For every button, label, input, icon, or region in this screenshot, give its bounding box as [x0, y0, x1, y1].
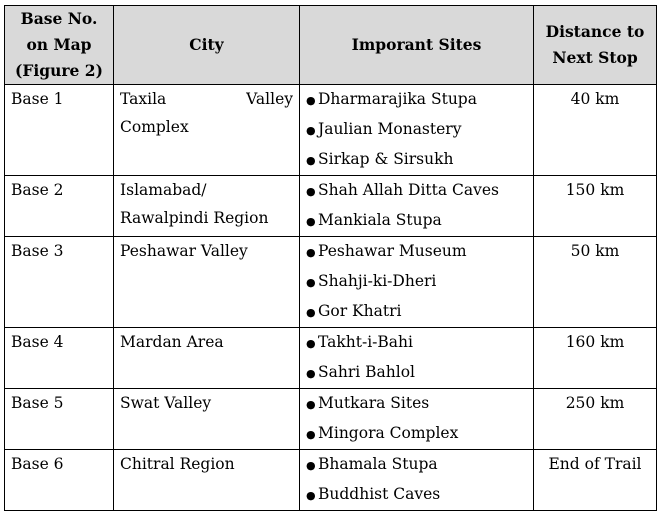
list-item: ● Bhamala Stupa: [306, 450, 527, 480]
base-cell: Base 5: [5, 389, 114, 450]
table-row: [5, 389, 657, 450]
sites-table: [4, 5, 657, 511]
bullet-icon: ●: [306, 215, 316, 228]
list-item: ● Takht-i-Bahi: [306, 328, 527, 358]
table-row: [5, 328, 657, 389]
sites-cell: [300, 450, 534, 511]
bullet-icon: ●: [306, 306, 316, 319]
list-item: ● Sahri Bahlol: [306, 358, 527, 388]
bullet-icon: ●: [306, 367, 316, 380]
distance-cell: 150 km: [534, 176, 657, 237]
bullet-icon: ●: [306, 489, 316, 502]
distance-cell: 160 km: [534, 328, 657, 389]
site-list: [306, 176, 527, 236]
site-list: [306, 389, 527, 449]
header-distance: Distance to Next Stop: [534, 6, 657, 85]
distance-cell: 250 km: [534, 389, 657, 450]
table-row: [5, 237, 657, 328]
distance-cell: End of Trail: [534, 450, 657, 511]
bullet-icon: ●: [306, 276, 316, 289]
bullet-icon: ●: [306, 94, 316, 107]
site-list: [306, 237, 527, 327]
site-list: [306, 450, 527, 510]
bullet-icon: ●: [306, 154, 316, 167]
sites-cell: [300, 85, 534, 176]
list-item: ● Shahji-ki-Dheri: [306, 267, 527, 297]
bullet-icon: ●: [306, 124, 316, 137]
base-cell: Base 2: [5, 176, 114, 237]
sites-cell: [300, 176, 534, 237]
city-cell: Mardan Area: [114, 328, 300, 389]
header-row: [5, 6, 657, 85]
list-item: ● Gor Khatri: [306, 297, 527, 327]
list-item: ● Dharmarajika Stupa: [306, 85, 527, 115]
site-list: [306, 85, 527, 175]
list-item: ● Mutkara Sites: [306, 389, 527, 419]
header-base-no: Base No. on Map (Figure 2): [5, 6, 114, 85]
base-cell: Base 1: [5, 85, 114, 176]
header-city: City: [114, 6, 300, 85]
city-cell: Peshawar Valley: [114, 237, 300, 328]
base-cell: Base 6: [5, 450, 114, 511]
bullet-icon: ●: [306, 459, 316, 472]
sites-cell: [300, 237, 534, 328]
bullet-icon: ●: [306, 428, 316, 441]
header-sites: Imporant Sites: [300, 6, 534, 85]
bullet-icon: ●: [306, 185, 316, 198]
base-cell: Base 3: [5, 237, 114, 328]
city-cell: Swat Valley: [114, 389, 300, 450]
list-item: ● Jaulian Monastery: [306, 115, 527, 145]
list-item: ● Shah Allah Ditta Caves: [306, 176, 527, 206]
distance-cell: 50 km: [534, 237, 657, 328]
site-list: [306, 328, 527, 388]
city-cell: Islamabad/ Rawalpindi Region: [114, 176, 300, 237]
table-row: [5, 85, 657, 176]
sites-cell: [300, 389, 534, 450]
list-item: ● Mankiala Stupa: [306, 206, 527, 236]
distance-cell: 40 km: [534, 85, 657, 176]
list-item: ● Mingora Complex: [306, 419, 527, 449]
bullet-icon: ●: [306, 398, 316, 411]
table-row: [5, 176, 657, 237]
bullet-icon: ●: [306, 246, 316, 259]
city-cell: Chitral Region: [114, 450, 300, 511]
sites-cell: [300, 328, 534, 389]
table-row: [5, 450, 657, 511]
bullet-icon: ●: [306, 337, 316, 350]
city-cell: Taxila Valley Complex: [114, 85, 300, 176]
base-cell: Base 4: [5, 328, 114, 389]
list-item: ● Buddhist Caves: [306, 480, 527, 510]
list-item: ● Sirkap & Sirsukh: [306, 145, 527, 175]
list-item: ● Peshawar Museum: [306, 237, 527, 267]
